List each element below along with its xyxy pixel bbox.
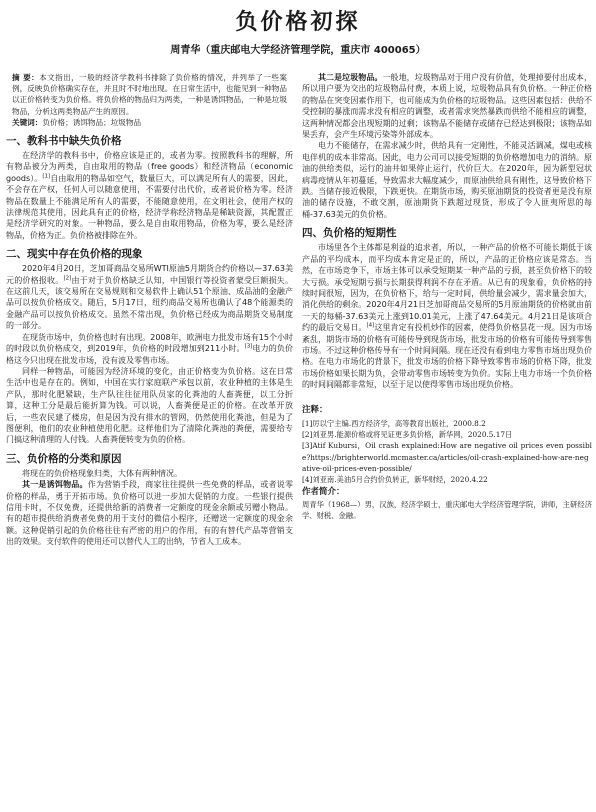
left-column [6,72,293,810]
abstract-text: 本文指出，一般的经济学教科书排除了负价格的情况，并列举了一些案例，反映负价格确实存在，并且时不时地出现。在日常生活中，也能见到一种物品以正价格转变为负价格。将负价格的物品归为两类，一种是诱饵物品，一种是垃圾物品，分析这两类物品产生的原因。 [12,73,287,116]
citation-4[interactable]: [4] [366,322,375,329]
section-3-paragraph-1: 其一是诱饵物品。作为营销手段，商家往往提供一些免费的样品，或者说零价格的样品，勇于开拓市场。负价格可以进一步加大促销的力度。一些银行提供信用卡时，不仅免费，还提供给新的消费者一定额度的现金余额或另赠小物品。有的超市提供给消费者免费的用于支付的微信小程序，还赠送一定额度的现金余额。这种促销引起的负价格往往有严密的用户的作用，有的有替代产品等营销支出的效果。支付软件的使用还可以替代人工的出纳，节省人工成本。 [6,480,293,547]
section-2-paragraph-3: 同样一种物品，可能因为经济环境的变化，由正价格变为负价格。这在日常生活中也是存在的。例如，中国在实行家庭联产承包以前，农业种植的主体是生产队，那时化肥紧缺，生产队往往征用队员家的化粪池的人畜粪便，以工分折算，这种工分是最后能折算为钱。可以说，人畜粪便是正的价格。在改革开放后，一些农民建了楼房，但是因为没有排水的管网，仍然使用化粪池，但是为了图便利，他们的农业种植使用化肥。这样他们为了清除化粪池的粪便，需要给专门搞这种清理的人付钱。人畜粪便转变为负的价格。 [6,366,293,445]
citation-2[interactable]: [2] [63,275,72,282]
section-4-heading: 四、负价格的短期性 [302,227,397,240]
keywords-text: 负价格；诱饵物品；垃圾物品 [42,117,142,127]
paper-title: 负价格初探 [235,10,361,35]
bait-goods-lead: 其一是诱饵物品。 [22,480,88,490]
section-2-paragraph-2: 在现货市场中，负价格也时有出现。2008年，欧洲电力批发市场有15个小时的时段以负价格成交，到2019年，负价格的时段增加到211小时。[3]电力的负价格这今只出现在批发市场，没有波及零售市场。 [6,332,293,365]
section-1-paragraph: 在经济学的教科书中，价格应该是正的，或者为零。按照教科书的理解，所有物品被分为两类，自由取用的物品（free goods）和经济物品（economic goods）。[1]自由取用的物品如空气，数量巨大，可以满足所有人的需要，因此，不会存在产权，任何人可以随意使用，不需要付出代价，或者说价格为零。经济物品在数量上不能满足所有人的需要，不能随意使用，在文明社会，使用产权的法律规范其使用，因此具有正的价格，经济学称经济物品是稀缺资源，其配置正是经济学研究的对象。一种物品，要么是自由取用物品，价格为零，要么是经济物品，价格为正。负价格被排除在外。 [6,151,293,240]
section-3-paragraph-2: 其二是垃圾物品。一般地，垃圾物品对于用户没有价值，处理掉要付出成本，所以用户要为交出的垃圾物品付费，本质上说，垃圾物品具有负价格。一种正价格的物品在突变因素作用下，也可能成为负价格的垃圾物品。这些因素包括：供给不受控制的暴涨而需求没有相应的调整，或者需求突然暴跌而供给不能相应的调整，这两种情况都会出现短期的过剩；该物品不能储存或储存已经达到极限；该物品如果丢弃，会产生环境污染等外部成本。 [302,73,592,140]
author-bio-title: 作者简介： [302,487,345,498]
citation-3[interactable]: [3] [244,343,253,350]
note-item: [2]刘亚男.能源价格或将见证更多负价格，新华网，2020.5.17日 [302,430,513,440]
author-affiliation: 周青华（重庆邮电大学经济管理学院，重庆市 400065） [170,45,426,56]
author-bio: 周青华（1968—）男，汉族，经济学硕士，重庆邮电大学经济管理学院，讲师，主研经济学、财税、金融。 [302,499,592,520]
keywords-label: 关键词： [12,117,43,127]
note-item: [4]刘亚南.美油5月合约价负转正，新华财经，2020.4.22 [302,474,488,484]
section-4-paragraph: 市场里各个主体都是利益的追求者，所以，一种产品的价格不可能长期低于该产品的平均成本，而平均成本肯定是正的，所以，产品的正价格应该是常态。当然，在市场竞争下，市场主体可以承受短期某一种产品的亏损，甚至负价格下的较大亏损。承受短期亏损与长期获得利润不存在矛盾。从已有的现象看，负价格的持续时间很短，因为，在负价格下，给与一定时间，供给量会减少，需求量会加大，消化供给的剩余。2020年4月21日芝加哥商品交易所的5月原油期货的价格就由前一天的每桶-37.63美元上涨到10.01美元，上涨了47.64美元。4月21日是该项合约的最后交易日。[4]这里肯定有投机炒作的因素，使得负价格昙花一现。因为市场紊乱，期货市场的价格有可能传导到现货市场，批发市场的价格有可能传导到零售市场。不过这种价格传导有一个时间间隔。现在还没有看到电力零售市场出现负价格。在电力市场化的背景下，批发市场的价格下降导致零售市场的价格下降，批发市场价格如果长期为负，会带动零售市场转变为负价。实际上电力市场一个负价格的时间间隔都非常短，以至于足以使得零售市场出现负价格。 [302,243,592,390]
section-3-intro: 将现在的负价格现象归类，大体有两种情况。 [22,468,182,478]
abstract-block [12,72,287,128]
section-3-paragraph-3: 电力不能储存，在需求减少时，供给具有一定刚性，不能灵活调减，煤电或核电伴机的成本非常高。因此，电力公司可以接受短期的负价格增加电力的消纳。原油的供给类似，运行的油井如果停止运行，代价巨大。在2020年，因为新型冠状病毒疫情从年初蔓延，导致需求大幅度减少，而原油供给具有刚性，这导致价格下跌。当储存接近极限，下跌更快。在期货市场，购买原油期货的投资者更是没有原油的储存设施，不敢交割，原油期货下跌超过现货，形成了令人匪夷所思的每桶-37.63美元的负价格。 [302,141,592,219]
note-item[interactable]: [3]Atif Kubursi，Oil crash explained:How are negative oil prices even possible?https://brighterworld.mcmaster.ca/articles/oil-crash-explained-how-are-negative-oil-prices-even-possible/ [302,441,592,473]
section-2-heading: 二、现实中存在负价格的现象 [6,248,143,261]
citation-1[interactable]: [1] [42,173,51,180]
garbage-goods-lead: 其二是垃圾物品。 [318,73,383,82]
right-column [302,72,592,810]
section-3-heading: 三、负价格的分类和原因 [6,452,122,465]
section-1-heading: 一、教科书中缺失负价格 [6,135,122,148]
section-2-paragraph-1: 2020年4月20日，芝加哥商品交易所WTI原油5月期货合约价格以—37.63美元的价格报收。[2]由于对于负价格缺乏认知，中国银行等投资者蒙受巨额损失。在这前几天，该交易所在交易规则和交易软件上确认51个原油、成品油的金融产品可以按负价格成交。随后，5月17日，纽约商品交易所也确认了48个能源类的金融产品可以按负价格成交。虽然不常出现，负价格已经成为商品期货交易制度的一部分。 [6,264,293,331]
note-item: [1]厉以宁主编.西方经济学，高等教育出版社，2000.8.2 [302,418,486,428]
abstract-label: 摘 要： [12,73,40,82]
notes-title: 注释： [302,404,328,415]
